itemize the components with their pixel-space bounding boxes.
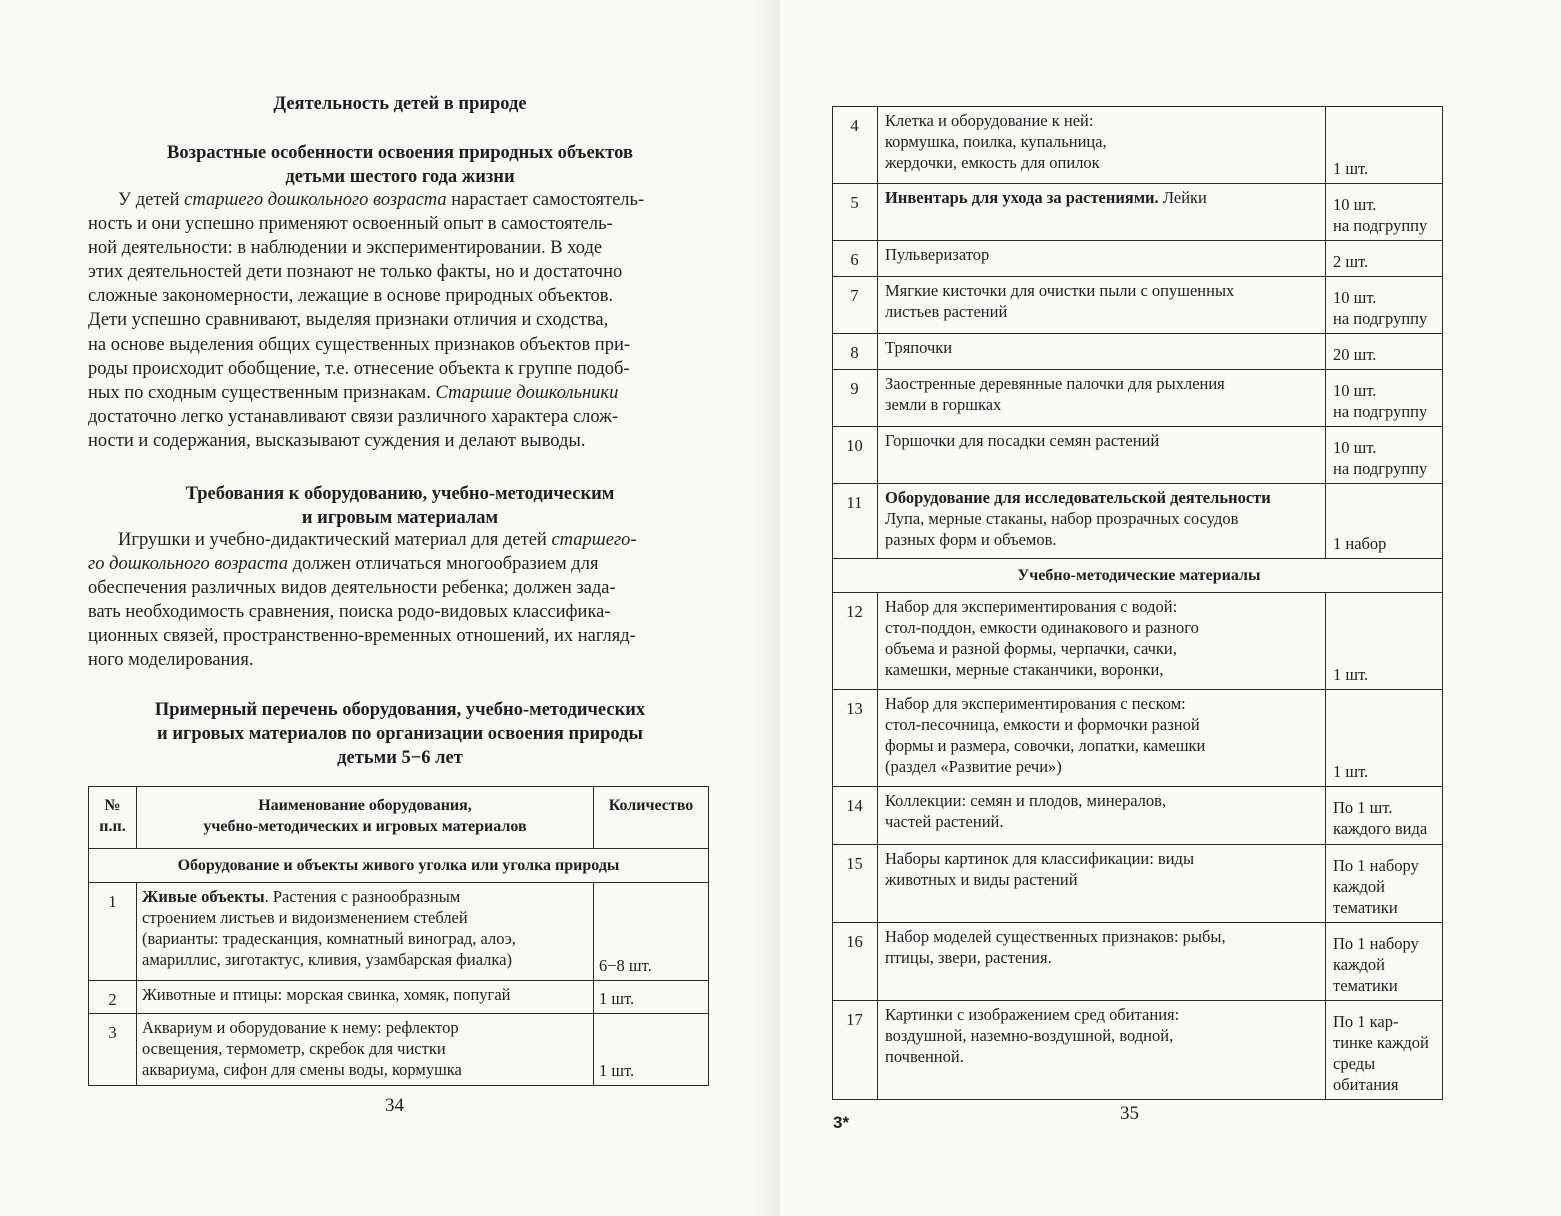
row-number: 13 <box>833 690 878 787</box>
item-quantity <box>1326 107 1443 184</box>
heading-line: Примерный перечень оборудования, учебно-методических <box>154 700 646 720</box>
quantity-line: По 1 набору <box>1333 856 1419 875</box>
quantity-line: на подгруппу <box>1333 402 1428 421</box>
left-page <box>0 0 780 1216</box>
description-line: Картинки с изображением сред обитания: <box>885 1005 1180 1024</box>
quantity-line: среды <box>1333 1054 1376 1073</box>
paragraph-line <box>88 624 708 648</box>
quantity-line: 1 набор <box>1333 534 1387 553</box>
item-quantity <box>1326 787 1443 845</box>
table-body <box>833 107 1443 1100</box>
text-run: Лейки <box>1158 188 1207 207</box>
table-row <box>89 1014 709 1086</box>
table-row <box>833 1001 1443 1100</box>
paragraph-line <box>88 576 708 600</box>
paragraph-line <box>88 212 708 236</box>
item-category: Оборудование для исследовательской деятельности <box>885 488 1271 507</box>
col-name-header <box>137 787 594 849</box>
item-quantity <box>594 1014 709 1086</box>
item-quantity <box>594 981 709 1014</box>
quantity-line: 10 шт. <box>1333 195 1377 214</box>
quantity-line: на подгруппу <box>1333 459 1428 478</box>
description-line: Клетка и оборудование к ней: <box>885 111 1094 130</box>
table-row <box>89 883 709 981</box>
paragraph-line <box>88 236 708 260</box>
description-line: Пульверизатор <box>885 245 990 264</box>
item-description <box>878 184 1326 241</box>
item-description <box>878 845 1326 923</box>
quantity-line: на подгруппу <box>1333 309 1428 328</box>
heading-line: и игровых материалов по организации освоения природы <box>157 724 643 744</box>
table-row <box>833 184 1443 241</box>
table-row <box>833 241 1443 277</box>
emphasis-text: го дошкольного возраста <box>88 554 288 575</box>
row-number: 1 <box>89 883 137 981</box>
table-row <box>833 787 1443 845</box>
paragraph-line <box>88 552 708 576</box>
table-row <box>833 593 1443 690</box>
quantity-line: По 1 кар- <box>1333 1012 1399 1031</box>
description-line: кормушка, поилка, купальница, <box>885 132 1107 151</box>
quantity-line: По 1 набору <box>1333 934 1419 953</box>
quantity-line: 6−8 шт. <box>599 956 652 975</box>
row-number: 5 <box>833 184 878 241</box>
item-description <box>878 334 1326 370</box>
item-description <box>878 923 1326 1001</box>
text-run: Дети успешно сравнивают, выделяя признаки отличия и сходства, <box>88 310 609 331</box>
item-description <box>137 981 594 1014</box>
paragraph-line <box>88 600 708 624</box>
text-run: сложные закономерности, лежащие в основе природных объектов. <box>88 286 614 307</box>
item-description <box>878 370 1326 427</box>
table-row <box>833 690 1443 787</box>
quantity-line: на подгруппу <box>1333 216 1428 235</box>
description-line: амариллис, зиготактус, кливия, узамбарская фиалка) <box>142 950 512 969</box>
header-line: Наименование оборудования, <box>258 797 472 814</box>
quantity-line: 1 шт. <box>599 1061 635 1080</box>
paragraph-line <box>88 405 708 429</box>
item-quantity <box>1326 690 1443 787</box>
heading-line: и игровым материалам <box>301 508 499 528</box>
paragraph-line <box>88 381 708 405</box>
paragraph-line <box>88 260 708 284</box>
item-category: Инвентарь для ухода за растениями. <box>885 188 1159 207</box>
table-row <box>833 334 1443 370</box>
description-line: Животные и птицы: морская свинка, хомяк, попугай <box>142 985 511 1004</box>
list-heading <box>90 698 710 770</box>
row-number: 14 <box>833 787 878 845</box>
paragraph-line <box>88 429 708 453</box>
equipment-table-continued <box>832 106 1443 1100</box>
description-line: Набор моделей существенных признаков: рыбы, <box>885 927 1226 946</box>
text-run: Игрушки и учебно-дидактический материал для детей <box>118 530 552 550</box>
description-line: Горшочки для посадки семян растений <box>885 431 1160 450</box>
description-line: Мягкие кисточки для очистки пыли с опушенных <box>885 281 1235 300</box>
item-quantity <box>1326 241 1443 277</box>
quantity-line: 2 шт. <box>1333 252 1369 271</box>
text-run: роды происходит обобщение, т.е. отнесение объекта к группе подоб- <box>88 358 630 379</box>
section-heading: Деятельность детей в природе <box>273 94 527 114</box>
description-line <box>885 187 1320 208</box>
col-number-header <box>89 787 137 849</box>
description-line: земли в горшках <box>885 395 1002 414</box>
quantity-line: тематики <box>1333 898 1398 917</box>
description-line: объема и разной формы, черпачки, сачки, <box>885 639 1177 658</box>
description-line <box>885 487 1320 508</box>
emphasis-text: старшего дошкольного возраста <box>184 190 447 210</box>
text-run: ных по сходным существенным признакам. <box>88 382 436 403</box>
item-quantity <box>1326 334 1443 370</box>
table-row <box>833 370 1443 427</box>
text-run: У детей <box>118 190 185 210</box>
paragraph-line <box>88 357 708 381</box>
description-line: Набор для экспериментирования с песком: <box>885 694 1186 713</box>
description-line: частей растений. <box>885 812 1004 831</box>
header-line: № <box>104 797 121 814</box>
description-line: Наборы картинок для классификации: виды <box>885 849 1195 868</box>
text-run: должен отличаться многообразием для <box>287 554 599 575</box>
row-number: 15 <box>833 845 878 923</box>
item-quantity <box>594 883 709 981</box>
item-category: Живые объекты <box>142 887 265 906</box>
age-features-heading <box>90 141 710 189</box>
quantity-line: каждой <box>1333 955 1385 974</box>
heading-line: Требования к оборудованию, учебно-методическим <box>185 484 615 504</box>
table-row <box>833 277 1443 334</box>
description-line: Коллекции: семян и плодов, минералов, <box>885 791 1167 810</box>
quantity-line: 20 шт. <box>1333 345 1377 364</box>
quantity-line: 1 шт. <box>599 989 635 1008</box>
description-line: формы и размера, совочки, лопатки, камешки <box>885 736 1206 755</box>
paragraph-line <box>88 308 708 332</box>
header-line: учебно-методических и игровых материалов <box>203 818 527 835</box>
item-quantity <box>1326 923 1443 1001</box>
signature-mark: 3* <box>833 1113 850 1132</box>
description-line: аквариума, сифон для смены воды, кормушка <box>142 1060 462 1079</box>
item-description <box>137 1014 594 1086</box>
table-row <box>833 107 1443 184</box>
row-number: 7 <box>833 277 878 334</box>
description-line: Набор для экспериментирования с водой: <box>885 597 1178 616</box>
table-row <box>833 484 1443 559</box>
item-description <box>878 107 1326 184</box>
requirements-heading <box>90 482 710 530</box>
requirements-paragraph <box>88 528 708 673</box>
item-description <box>878 484 1326 559</box>
row-number: 12 <box>833 593 878 690</box>
table-row <box>833 845 1443 923</box>
header-line: п.п. <box>99 818 126 835</box>
item-quantity <box>1326 370 1443 427</box>
table-header-row <box>89 787 709 849</box>
item-description <box>878 427 1326 484</box>
emphasis-text: старшего- <box>551 530 637 550</box>
description-line: разных форм и объемов. <box>885 530 1057 549</box>
item-quantity <box>1326 593 1443 690</box>
item-description <box>878 1001 1326 1100</box>
quantity-line: обитания <box>1333 1075 1399 1094</box>
description-line: стол-поддон, емкости одинакового и разного <box>885 618 1199 637</box>
description-line: стол-песочница, емкости и формочки разной <box>885 715 1200 734</box>
paragraph-line <box>88 284 708 308</box>
item-quantity <box>1326 427 1443 484</box>
item-quantity <box>1326 484 1443 559</box>
text-run: ционных связей, пространственно-временных отношений, их нагляд- <box>88 626 636 647</box>
description-line: жердочки, емкость для опилок <box>885 153 1100 172</box>
item-quantity <box>1326 277 1443 334</box>
item-quantity <box>1326 845 1443 923</box>
text-run: ности и содержания, высказывают суждения и делают выводы. <box>88 430 586 451</box>
description-line: животных и виды растений <box>885 870 1078 889</box>
description-line: освещения, термометр, скребок для чистки <box>142 1039 446 1058</box>
quantity-line: 1 шт. <box>1333 159 1369 178</box>
emphasis-text: Старшие дошкольники <box>435 382 619 403</box>
description-line <box>885 508 1320 529</box>
page-number: 35 <box>1120 1103 1139 1124</box>
item-quantity <box>1326 1001 1443 1100</box>
table-row <box>89 981 709 1014</box>
text-run: вать необходимость сравнения, поиска родо-видовых классифика- <box>88 602 611 623</box>
row-number: 17 <box>833 1001 878 1100</box>
row-number: 8 <box>833 334 878 370</box>
section-title: Оборудование и объекты живого уголка или уголка природы <box>89 849 709 883</box>
text-run: . Растения с разнообразным <box>264 887 461 906</box>
equipment-table <box>88 786 709 1086</box>
quantity-line: По 1 шт. <box>1333 798 1393 817</box>
row-number: 4 <box>833 107 878 184</box>
text-run: на основе выделения общих существенных признаков объектов при- <box>88 334 631 355</box>
description-line <box>142 886 588 907</box>
age-features-paragraph <box>88 188 708 453</box>
row-number: 3 <box>89 1014 137 1086</box>
description-line: (раздел «Развитие речи») <box>885 757 1062 776</box>
table-row <box>833 923 1443 1001</box>
description-line: строением листьев и видоизменением стеблей <box>142 908 468 927</box>
table-row <box>833 427 1443 484</box>
text-run: нарастает самостоятель- <box>446 190 645 210</box>
text-run: обеспечения различных видов деятельности ребенка; должен зада- <box>88 578 616 599</box>
quantity-line: каждой <box>1333 877 1385 896</box>
section-row <box>833 559 1443 593</box>
heading-line: детьми 5−6 лет <box>337 748 463 768</box>
row-number: 9 <box>833 370 878 427</box>
item-description <box>137 883 594 981</box>
text-run: ной деятельности: в наблюдении и экспериментировании. В ходе <box>88 238 603 259</box>
text-run: ность и они успешно применяют освоенный опыт в самостоятель- <box>88 214 613 235</box>
heading-line: Возрастные особенности освоения природных объектов <box>167 143 633 163</box>
text-run: Лупа, мерные стаканы, набор прозрачных сосудов <box>885 509 1239 528</box>
description-line: Тряпочки <box>885 338 953 357</box>
quantity-line: 10 шт. <box>1333 381 1377 400</box>
description-line: Аквариум и оборудование к нему: рефлектор <box>142 1018 459 1037</box>
heading-line: детьми шестого года жизни <box>285 167 515 187</box>
quantity-line: тематики <box>1333 976 1398 995</box>
text-run: этих деятельностей дети познают не только факты, но и достаточно <box>88 262 623 283</box>
section-title: Учебно-методические материалы <box>833 559 1443 593</box>
table-body <box>89 849 709 1086</box>
item-quantity <box>1326 184 1443 241</box>
description-line: воздушной, наземно-воздушной, водной, <box>885 1026 1174 1045</box>
text-run: достаточно легко устанавливают связи различного характера слож- <box>88 406 619 427</box>
row-number: 10 <box>833 427 878 484</box>
paragraph-line <box>88 528 708 552</box>
quantity-line: 1 шт. <box>1333 665 1369 684</box>
row-number: 11 <box>833 484 878 559</box>
row-number: 2 <box>89 981 137 1014</box>
item-description <box>878 787 1326 845</box>
description-line: камешки, мерные стаканчики, воронки, <box>885 660 1164 679</box>
description-line: (варианты: традесканция, комнатный виноград, алоэ, <box>142 929 516 948</box>
row-number: 16 <box>833 923 878 1001</box>
quantity-line: 10 шт. <box>1333 288 1377 307</box>
description-line: птицы, звери, растения. <box>885 948 1052 967</box>
item-description <box>878 277 1326 334</box>
paragraph-line <box>88 333 708 357</box>
description-line: Заостренные деревянные палочки для рыхления <box>885 374 1225 393</box>
quantity-line: 10 шт. <box>1333 438 1377 457</box>
page-number: 34 <box>385 1095 404 1116</box>
paragraph-line <box>88 648 708 672</box>
item-description <box>878 241 1326 277</box>
description-line: почвенной. <box>885 1047 964 1066</box>
col-quantity-header: Количество <box>594 787 709 849</box>
quantity-line: каждого вида <box>1333 819 1428 838</box>
row-number: 6 <box>833 241 878 277</box>
item-description <box>878 593 1326 690</box>
item-description <box>878 690 1326 787</box>
text-run: ного моделирования. <box>88 650 254 671</box>
quantity-line: 1 шт. <box>1333 762 1369 781</box>
quantity-line: тинке каждой <box>1333 1033 1429 1052</box>
paragraph-line <box>88 188 708 212</box>
description-line: листьев растений <box>885 302 1008 321</box>
section-row <box>89 849 709 883</box>
